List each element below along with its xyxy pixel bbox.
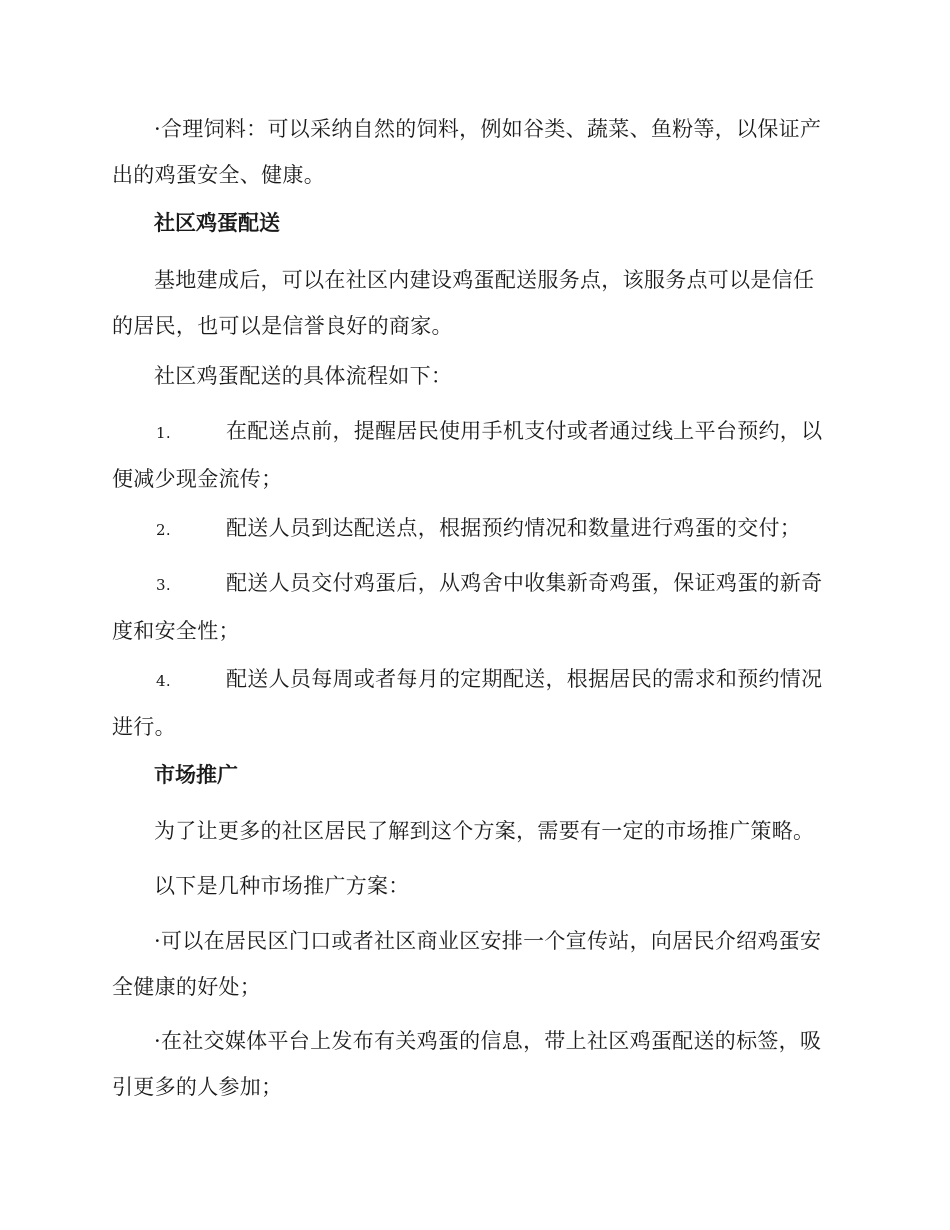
section-heading-marketing: 市场推广 — [154, 763, 238, 787]
list-item-text: 配送人员每周或者每月的定期配送，根据居民的需求和预约情况进行。 — [112, 667, 823, 739]
list-number: 3. — [156, 576, 171, 594]
paragraph-marketing-social: ·在社交媒体平台上发布有关鸡蛋的信息，带上社区鸡蛋配送的标签，吸引更多的人参加； — [112, 1029, 822, 1099]
list-item-text: 配送人员到达配送点，根据预约情况和数量进行鸡蛋的交付； — [226, 516, 802, 540]
section-heading-delivery: 社区鸡蛋配送 — [154, 211, 280, 235]
list-number: 1. — [156, 424, 171, 442]
list-number: 4. — [156, 672, 171, 690]
list-number: 2. — [156, 521, 171, 539]
list-item-text: 在配送点前，提醒居民使用手机支付或者通过线上平台预约，以便减少现金流传； — [112, 419, 823, 491]
list-item-text: 配送人员交付鸡蛋后，从鸡舍中收集新奇鸡蛋，保证鸡蛋的新奇度和安全性； — [112, 571, 823, 643]
paragraph-marketing-booth: ·可以在居民区门口或者社区商业区安排一个宣传站，向居民介绍鸡蛋安全健康的好处； — [112, 929, 822, 999]
paragraph-feed: ·合理饲料：可以采纳自然的饲料，例如谷类、蔬菜、鱼粉等，以保证产出的鸡蛋安全、健康。 — [112, 117, 822, 187]
list-item — [112, 656, 834, 750]
list-item — [112, 505, 834, 553]
paragraph-delivery-intro: 基地建成后，可以在社区内建设鸡蛋配送服务点，该服务点可以是信任的居民，也可以是信誉良好的商家。 — [112, 268, 815, 338]
list-item — [112, 560, 834, 654]
paragraph-marketing-list-intro: 以下是几种市场推广方案： — [154, 874, 410, 898]
paragraph-marketing-intro: 为了让更多的社区居民了解到这个方案，需要有一定的市场推广策略。 — [154, 819, 815, 843]
paragraph-delivery-process: 社区鸡蛋配送的具体流程如下： — [154, 364, 453, 388]
list-item — [112, 408, 834, 502]
